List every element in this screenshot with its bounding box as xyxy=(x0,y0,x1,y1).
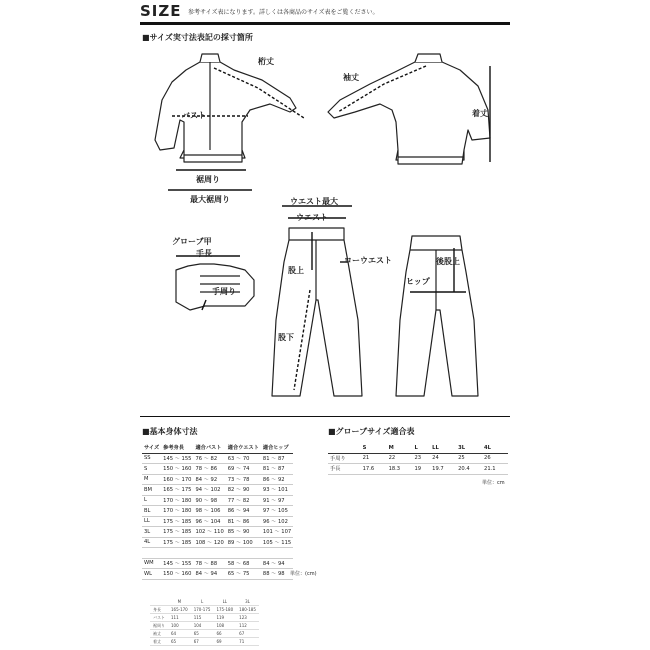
table-cell: 69 ～ 74 xyxy=(226,464,261,475)
table-cell: WM xyxy=(142,558,161,569)
table-header-cell: M xyxy=(168,598,191,606)
table-cell: 84 ～ 94 xyxy=(261,558,293,569)
table-cell: 78 ～ 86 xyxy=(193,464,225,475)
body-size-table xyxy=(142,443,293,580)
table-row xyxy=(150,606,259,614)
label-matagami: 股上 xyxy=(288,266,304,275)
table-row xyxy=(150,630,259,638)
table-header-cell: 3L xyxy=(456,443,482,453)
table-cell: 100 xyxy=(168,622,191,630)
table-header-cell: LL xyxy=(430,443,456,453)
table-cell: 65 xyxy=(191,630,214,638)
table-cell: 20.4 xyxy=(456,464,482,475)
table-cell: 65 ～ 75 xyxy=(226,569,261,580)
table-cell: 86 ～ 94 xyxy=(226,506,261,517)
label-waist: ウエスト xyxy=(296,213,328,222)
table-cell: 25 xyxy=(456,453,482,464)
col-hip: 適合ヒップ xyxy=(261,443,293,453)
table-cell: 手周り xyxy=(328,453,361,464)
table-cell: 165-170 xyxy=(168,606,191,614)
table-cell: 22 xyxy=(387,453,413,464)
table-row xyxy=(142,569,293,580)
table-row xyxy=(142,485,293,496)
table-header-cell: L xyxy=(413,443,431,453)
table-cell: 90 ～ 98 xyxy=(193,495,225,506)
table-cell: 21 xyxy=(361,453,387,464)
table-header-cell: LL xyxy=(213,598,236,606)
table-row xyxy=(142,464,293,475)
header-note: 参考サイズ表になります。詳しくは各商品のサイズ表をご覧ください。 xyxy=(188,9,379,16)
table-cell xyxy=(142,548,161,559)
table-cell: 175 ～ 185 xyxy=(161,516,193,527)
col-bust: 適合バスト xyxy=(193,443,225,453)
table-row xyxy=(328,464,508,475)
table-cell: 123 xyxy=(236,614,259,622)
table-cell: 170 ～ 180 xyxy=(161,495,193,506)
table-cell: 86 ～ 92 xyxy=(261,474,293,485)
table-cell: 101 ～ 107 xyxy=(261,527,293,538)
table-row xyxy=(150,638,259,646)
table-cell: 119 xyxy=(213,614,236,622)
table-cell: 175-180 xyxy=(213,606,236,614)
table-row xyxy=(142,558,293,569)
table-cell: 111 xyxy=(168,614,191,622)
col-size: サイズ xyxy=(142,443,161,453)
glove-table-unit: 単位：cm xyxy=(482,480,505,486)
table-cell: 89 ～ 100 xyxy=(226,537,261,548)
label-hip: ヒップ xyxy=(406,277,430,286)
body-table-unit: 単位：(cm) xyxy=(290,571,317,577)
label-susomawari: 裾周り xyxy=(196,175,220,184)
table-cell: 150 ～ 160 xyxy=(161,569,193,580)
table-cell xyxy=(226,548,261,559)
table-cell: バスト xyxy=(150,614,168,622)
table-cell: 115 xyxy=(191,614,214,622)
table-cell: LL xyxy=(142,516,161,527)
table-cell: 102 ～ 110 xyxy=(193,527,225,538)
table-cell: 4L xyxy=(142,537,161,548)
table-cell: 175 ～ 185 xyxy=(161,527,193,538)
table-cell: 160 ～ 170 xyxy=(161,474,193,485)
section-divider xyxy=(140,416,510,417)
table-cell: 24 xyxy=(430,453,456,464)
pants-front-illustration xyxy=(272,228,362,396)
product-size-table xyxy=(150,598,259,646)
body-table-header xyxy=(142,443,293,453)
table-cell: 17.6 xyxy=(361,464,387,475)
label-yuki: 桁丈 xyxy=(258,57,274,66)
table-cell: 81 ～ 86 xyxy=(226,516,261,527)
table-cell: 78 ～ 88 xyxy=(193,558,225,569)
table-row xyxy=(142,516,293,527)
table-row xyxy=(142,453,293,464)
table-cell: 19.7 xyxy=(430,464,456,475)
table-header-cell xyxy=(150,598,168,606)
label-waist-max: ウエスト最大 xyxy=(290,197,338,206)
table-cell: 180-185 xyxy=(236,606,259,614)
label-glove-kou: グローブ甲 xyxy=(172,237,212,246)
table-cell: 104 xyxy=(191,622,214,630)
table-cell: 76 ～ 82 xyxy=(193,453,225,464)
table-cell: SS xyxy=(142,453,161,464)
table-row xyxy=(150,622,259,630)
table-cell: 63 ～ 70 xyxy=(226,453,261,464)
table-cell xyxy=(261,548,293,559)
label-kitake: 着丈 xyxy=(472,109,488,118)
mini-table-header xyxy=(150,598,259,606)
label-low-waist: ローウエスト xyxy=(344,256,392,265)
table-cell: 170-175 xyxy=(191,606,214,614)
table-cell: 88 ～ 98 xyxy=(261,569,293,580)
table-cell: 98 ～ 106 xyxy=(193,506,225,517)
table-cell: 26 xyxy=(482,453,508,464)
table-cell: 84 ～ 94 xyxy=(193,569,225,580)
table-cell: 91 ～ 97 xyxy=(261,495,293,506)
table-cell: 23 xyxy=(413,453,431,464)
table-cell: 18.3 xyxy=(387,464,413,475)
table-row xyxy=(328,453,508,464)
table-cell xyxy=(193,548,225,559)
glove-table-title: ■グローブサイズ適合表 xyxy=(328,427,415,436)
table-row xyxy=(142,527,293,538)
table-cell: 175 ～ 185 xyxy=(161,537,193,548)
table-cell: 145 ～ 155 xyxy=(161,558,193,569)
label-max-susomawari: 最大裾周り xyxy=(190,195,230,204)
table-cell: 66 xyxy=(213,630,236,638)
page-title: SIZE xyxy=(140,2,182,20)
table-cell: 81 ～ 87 xyxy=(261,464,293,475)
table-cell: BM xyxy=(142,485,161,496)
jacket-back-illustration xyxy=(328,54,490,164)
table-cell: 108 ～ 120 xyxy=(193,537,225,548)
table-cell: 65 xyxy=(168,638,191,646)
col-waist: 適合ウエスト xyxy=(226,443,261,453)
table-row xyxy=(142,548,293,559)
col-height: 参考身長 xyxy=(161,443,193,453)
table-cell: 105 ～ 115 xyxy=(261,537,293,548)
glove-size-table xyxy=(328,443,508,475)
table-cell: 82 ～ 90 xyxy=(226,485,261,496)
table-cell: 84 ～ 92 xyxy=(193,474,225,485)
table-cell: 3L xyxy=(142,527,161,538)
table-header-cell: 3L xyxy=(236,598,259,606)
table-header-cell: L xyxy=(191,598,214,606)
table-cell: S xyxy=(142,464,161,475)
table-cell: WL xyxy=(142,569,161,580)
table-cell: 着丈 xyxy=(150,638,168,646)
table-cell: 手長 xyxy=(328,464,361,475)
label-matashita: 股下 xyxy=(278,333,294,342)
table-cell: 145 ～ 155 xyxy=(161,453,193,464)
label-ushiro-matagami: 後股上 xyxy=(436,257,460,266)
jacket-front-illustration xyxy=(155,54,296,162)
label-temawari: 手周り xyxy=(212,287,236,296)
label-bust: バスト xyxy=(182,111,206,120)
table-cell: 150 ～ 160 xyxy=(161,464,193,475)
table-cell: 108 xyxy=(213,622,236,630)
table-cell xyxy=(161,548,193,559)
table-cell: L xyxy=(142,495,161,506)
table-cell: BL xyxy=(142,506,161,517)
table-cell: 19 xyxy=(413,464,431,475)
label-sodetake: 袖丈 xyxy=(343,73,359,82)
table-cell: 73 ～ 78 xyxy=(226,474,261,485)
table-cell: 21.1 xyxy=(482,464,508,475)
table-cell: 81 ～ 87 xyxy=(261,453,293,464)
table-cell: 69 xyxy=(213,638,236,646)
table-cell: 裾周り xyxy=(150,622,168,630)
label-tenaga: 手長 xyxy=(196,249,212,258)
table-cell: 112 xyxy=(236,622,259,630)
table-cell: 58 ～ 68 xyxy=(226,558,261,569)
table-row xyxy=(142,537,293,548)
measure-section-title: ■サイズ実寸法表記の採寸箇所 xyxy=(142,33,253,42)
table-cell: 67 xyxy=(236,630,259,638)
table-row xyxy=(150,614,259,622)
table-cell: 袖丈 xyxy=(150,630,168,638)
table-cell: 67 xyxy=(191,638,214,646)
table-header-cell: M xyxy=(387,443,413,453)
table-row xyxy=(142,506,293,517)
table-cell: 身長 xyxy=(150,606,168,614)
table-cell: 85 ～ 90 xyxy=(226,527,261,538)
table-cell: 170 ～ 180 xyxy=(161,506,193,517)
table-header-cell: 4L xyxy=(482,443,508,453)
table-cell: 64 xyxy=(168,630,191,638)
table-cell: 71 xyxy=(236,638,259,646)
table-cell: 97 ～ 105 xyxy=(261,506,293,517)
table-header-cell: S xyxy=(361,443,387,453)
table-row xyxy=(142,474,293,485)
body-table-title: ■基本身体寸法 xyxy=(142,427,198,436)
glove-table-header xyxy=(328,443,508,453)
table-cell: 94 ～ 102 xyxy=(193,485,225,496)
table-cell: 96 ～ 102 xyxy=(261,516,293,527)
table-cell: 93 ～ 101 xyxy=(261,485,293,496)
table-cell: 96 ～ 104 xyxy=(193,516,225,527)
table-header-cell xyxy=(328,443,361,453)
table-row xyxy=(142,495,293,506)
table-cell: M xyxy=(142,474,161,485)
table-cell: 165 ～ 175 xyxy=(161,485,193,496)
table-cell: 77 ～ 82 xyxy=(226,495,261,506)
